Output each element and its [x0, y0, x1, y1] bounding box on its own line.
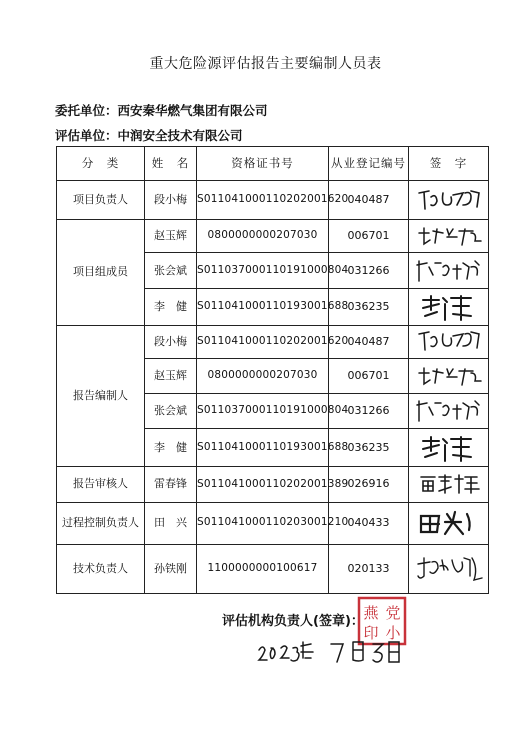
handwritten-signature	[413, 223, 485, 249]
cert-cell: 1100000000100617	[197, 544, 329, 593]
client-label: 委托单位：	[55, 103, 118, 118]
staff-table	[56, 146, 489, 594]
header-category: 分 类	[57, 147, 145, 181]
svg-text:印: 印	[363, 624, 379, 642]
reg-cell: 020133	[329, 544, 409, 593]
signature-cell	[409, 325, 489, 359]
table-row	[57, 544, 489, 593]
signature-cell	[409, 359, 489, 394]
evaluator-value: 中润安全技术有限公司	[117, 128, 243, 143]
handwritten-signature	[413, 292, 485, 322]
category-cell: 过程控制负责人	[57, 502, 145, 544]
name-cell: 段小梅	[145, 325, 197, 359]
name-cell: 李 健	[145, 288, 197, 325]
reg-cell: 006701	[329, 219, 409, 253]
reg-cell: 040433	[329, 502, 409, 544]
handwritten-signature	[413, 328, 485, 356]
reg-cell: 026916	[329, 467, 409, 503]
table-row	[57, 467, 489, 503]
handwritten-signature	[413, 185, 485, 215]
name-cell: 李 健	[145, 429, 197, 467]
svg-text:党: 党	[385, 604, 401, 622]
svg-text:小: 小	[385, 624, 401, 642]
signature-cell	[409, 467, 489, 503]
name-cell: 赵玉辉	[145, 359, 197, 394]
responsible-signature-label: 评估机构负责人(签章)：	[222, 614, 364, 629]
reg-cell: 031266	[329, 393, 409, 429]
handwritten-signature	[412, 552, 486, 586]
name-cell: 张会斌	[145, 253, 197, 289]
category-cell: 报告编制人	[57, 325, 145, 466]
cert-cell: S011037000110191000804	[197, 393, 329, 429]
name-cell: 赵玉辉	[145, 219, 197, 253]
cert-cell: S011041000110202001620	[197, 181, 329, 220]
table-row	[57, 325, 489, 359]
cert-cell: S011037000110191000804	[197, 253, 329, 289]
cert-cell: S011041000110202001389	[197, 467, 329, 503]
header-signature: 签 字	[409, 147, 489, 181]
handwritten-signature	[413, 257, 485, 285]
cert-cell: S011041000110203001210	[197, 502, 329, 544]
name-cell: 雷春锋	[145, 467, 197, 503]
reg-cell: 036235	[329, 288, 409, 325]
evaluator-label: 评估单位：	[55, 128, 118, 143]
signature-cell	[409, 219, 489, 253]
document-title: 重大危险源评估报告主要编制人员表	[149, 56, 382, 72]
signature-cell	[409, 393, 489, 429]
signature-cell	[409, 429, 489, 467]
table-row	[57, 181, 489, 220]
handwritten-signature	[413, 508, 485, 538]
header-reg: 从业登记编号	[329, 147, 409, 181]
signature-cell	[409, 502, 489, 544]
category-cell: 项目负责人	[57, 181, 145, 220]
cert-cell: S011041000110193001688	[197, 429, 329, 467]
name-cell: 段小梅	[145, 181, 197, 220]
handwritten-date	[255, 636, 405, 674]
cert-cell: 0800000000207030	[197, 219, 329, 253]
reg-cell: 036235	[329, 429, 409, 467]
header-cert: 资格证书号	[197, 147, 329, 181]
reg-cell: 040487	[329, 325, 409, 359]
reg-cell: 031266	[329, 253, 409, 289]
cert-cell: S011041000110193001688	[197, 288, 329, 325]
signature-cell	[409, 288, 489, 325]
category-cell: 技术负责人	[57, 544, 145, 593]
handwritten-signature	[413, 471, 485, 497]
handwritten-date-ink	[255, 636, 405, 670]
handwritten-signature	[413, 397, 485, 425]
signature-cell	[409, 253, 489, 289]
table-row	[57, 502, 489, 544]
name-cell: 张会斌	[145, 393, 197, 429]
reg-cell: 006701	[329, 359, 409, 394]
signature-cell	[409, 544, 489, 593]
client-line	[55, 101, 268, 119]
reg-cell: 040487	[329, 181, 409, 220]
handwritten-signature	[413, 433, 485, 463]
header-name: 姓 名	[145, 147, 197, 181]
handwritten-signature	[413, 363, 485, 389]
table-row	[57, 219, 489, 253]
cert-cell: 0800000000207030	[197, 359, 329, 394]
category-cell: 项目组成员	[57, 219, 145, 325]
signature-cell	[409, 181, 489, 220]
client-value: 西安秦华燃气集团有限公司	[117, 103, 268, 118]
cert-cell: S011041000110202001620	[197, 325, 329, 359]
svg-text:燕: 燕	[363, 604, 379, 622]
table-header-row	[57, 147, 489, 181]
category-cell: 报告审核人	[57, 467, 145, 503]
evaluator-line	[55, 126, 243, 144]
name-cell: 田 兴	[145, 502, 197, 544]
name-cell: 孙铁刚	[145, 544, 197, 593]
